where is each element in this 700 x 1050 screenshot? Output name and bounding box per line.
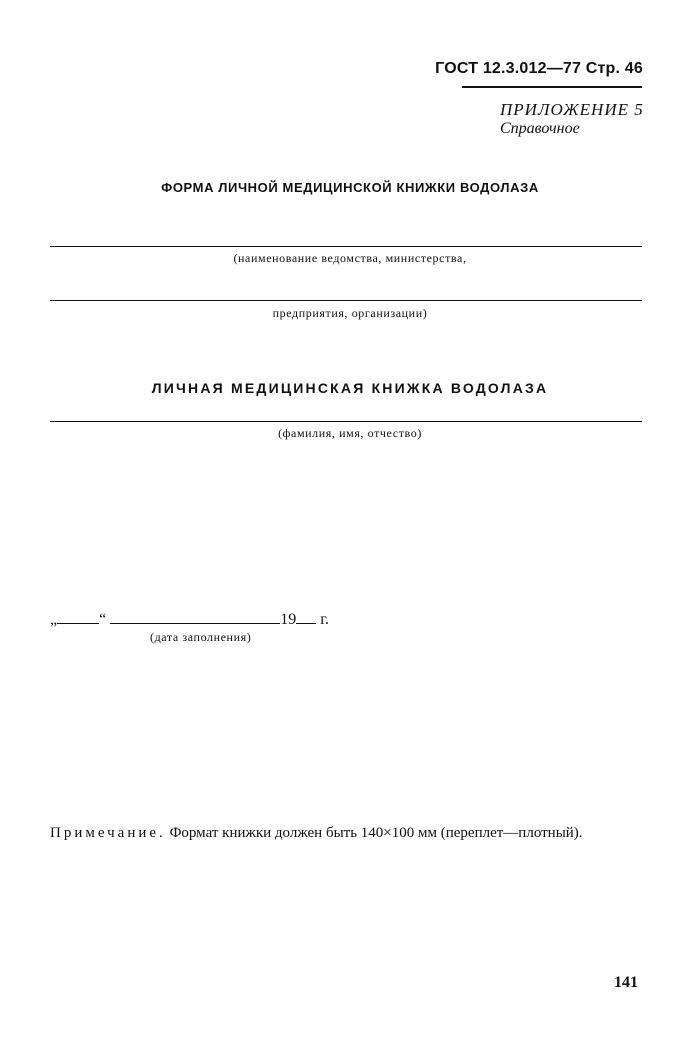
day-blank <box>57 621 99 624</box>
year-prefix: 19 <box>280 611 297 628</box>
year-suffix: г. <box>320 611 329 628</box>
note-heading: Примечание. <box>50 825 166 841</box>
open-quote: „ <box>50 611 58 628</box>
form-title: ФОРМА ЛИЧНОЙ МЕДИЦИНСКОЙ КНИЖКИ ВОДОЛАЗА <box>161 180 539 195</box>
name-caption: (фамилия, имя, отчество) <box>278 426 422 440</box>
date-caption: (дата заполнения) <box>150 630 252 644</box>
ministry-line <box>50 246 642 247</box>
month-blank <box>110 621 280 624</box>
enterprise-caption: предприятия, организации) <box>272 306 428 320</box>
appendix-label: ПРИЛОЖЕНИЕ 5 <box>500 100 644 119</box>
page-number: 141 <box>614 974 638 991</box>
book-title: ЛИЧНАЯ МЕДИЦИНСКАЯ КНИЖКА ВОДОЛАЗА <box>151 380 549 396</box>
year-blank <box>296 621 316 624</box>
name-line <box>50 421 642 422</box>
enterprise-line <box>50 300 642 301</box>
ministry-caption: (наименование ведомства, министерства, <box>233 251 467 265</box>
header-rule <box>462 86 642 88</box>
close-quote: “ <box>99 611 107 628</box>
document-code: ГОСТ 12.3.012—77 Стр. 46 <box>435 60 643 77</box>
appendix-note: Справочное <box>500 120 580 137</box>
note <box>50 822 642 844</box>
date-field <box>50 611 329 629</box>
note-text: Формат книжки должен быть 140×100 мм (переплет—плотный). <box>169 825 583 841</box>
